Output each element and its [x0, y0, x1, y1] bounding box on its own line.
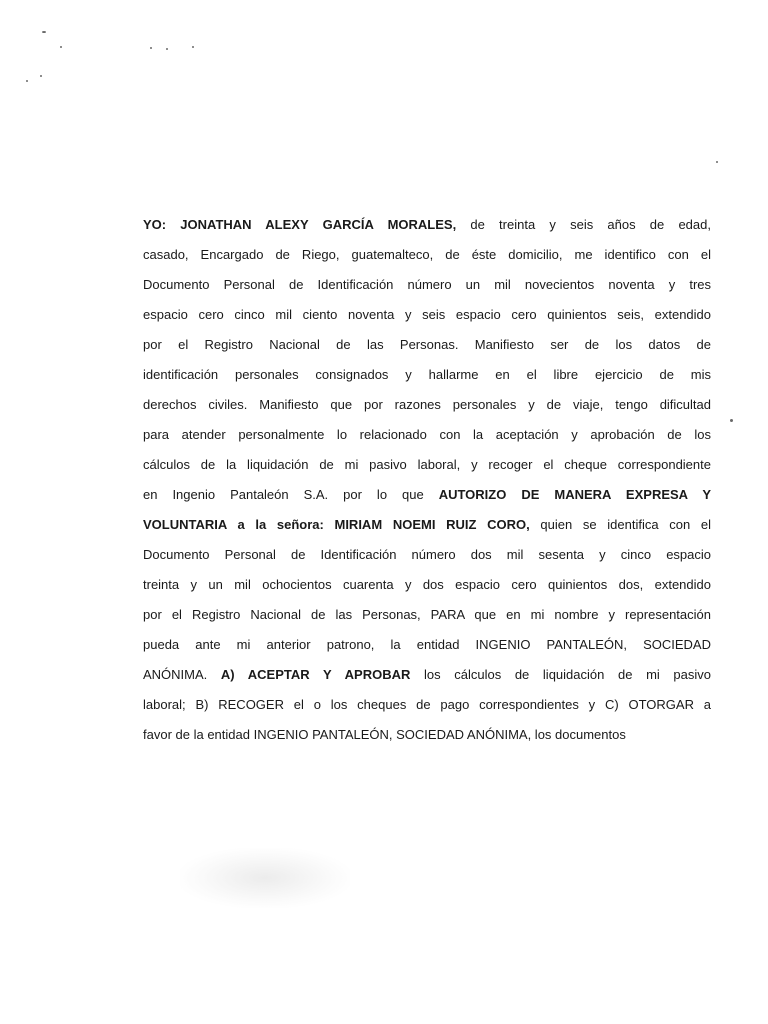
text-segment: los cálculos de liquidación de mi pasivo — [410, 667, 711, 682]
bold-text: VOLUNTARIA a la señora: MIRIAM NOEMI RUIZ CORO, — [143, 517, 530, 532]
text-segment: de treinta y seis años de edad, — [456, 217, 711, 232]
bold-text: AUTORIZO DE MANERA EXPRESA Y — [438, 487, 711, 502]
document-line — [143, 510, 711, 540]
text-segment: favor de la entidad INGENIO PANTALEÓN, SOCIEDAD ANÓNIMA, los documentos — [143, 727, 626, 742]
text-segment: por el Registro Nacional de las Personas, PARA que en mi nombre y representación — [143, 607, 711, 622]
document-line — [143, 480, 711, 510]
text-segment: laboral; B) RECOGER el o los cheques de pago correspondientes y C) OTORGAR a — [143, 697, 711, 712]
bold-text: A) ACEPTAR Y APROBAR — [220, 667, 411, 682]
text-segment: para atender personalmente lo relacionado con la aceptación y aprobación de los — [143, 427, 711, 442]
document-line — [143, 450, 711, 480]
document-body — [143, 210, 711, 750]
scan-speck — [150, 47, 152, 49]
document-line — [143, 300, 711, 330]
text-segment: derechos civiles. Manifiesto que por razones personales y de viaje, tengo dificultad — [143, 397, 711, 412]
scan-speck — [60, 46, 62, 48]
text-segment: por el Registro Nacional de las Personas. Manifiesto ser de los datos de — [143, 337, 711, 352]
scan-speck — [716, 161, 718, 163]
document-line — [143, 240, 711, 270]
scan-speck — [40, 75, 42, 77]
document-line — [143, 270, 711, 300]
scan-speck — [192, 46, 194, 48]
scan-speck — [26, 80, 28, 82]
text-segment: quien se identifica con el — [529, 517, 712, 532]
faded-stamp — [180, 848, 350, 908]
text-segment: espacio cero cinco mil ciento noventa y seis espacio cero quinientos seis, extendido — [143, 307, 711, 322]
document-line — [143, 690, 711, 720]
document-line — [143, 720, 711, 750]
text-segment: identificación personales consignados y hallarme en el libre ejercicio de mis — [143, 367, 711, 382]
document-line — [143, 330, 711, 360]
document-line — [143, 540, 711, 570]
text-segment: en Ingenio Pantaleón S.A. por lo que — [143, 487, 439, 502]
document-line — [143, 210, 711, 240]
text-segment: pueda ante mi anterior patrono, la entidad INGENIO PANTALEÓN, SOCIEDAD — [143, 637, 711, 652]
text-segment: casado, Encargado de Riego, guatemalteco, de éste domicilio, me identifico con el — [143, 247, 711, 262]
document-line — [143, 420, 711, 450]
bold-text: YO: JONATHAN ALEXY GARCÍA MORALES, — [143, 217, 457, 232]
text-segment: ANÓNIMA. — [143, 667, 221, 682]
document-line — [143, 660, 711, 690]
document-line — [143, 630, 711, 660]
scan-speck — [730, 419, 733, 422]
text-segment: treinta y un mil ochocientos cuarenta y dos espacio cero quinientos dos, extendido — [143, 577, 711, 592]
text-segment: Documento Personal de Identificación número un mil novecientos noventa y tres — [143, 277, 711, 292]
scan-speck — [42, 31, 46, 33]
document-line — [143, 570, 711, 600]
document-line — [143, 360, 711, 390]
text-segment: cálculos de la liquidación de mi pasivo laboral, y recoger el cheque correspondiente — [143, 457, 711, 472]
document-line — [143, 390, 711, 420]
text-segment: Documento Personal de Identificación número dos mil sesenta y cinco espacio — [143, 547, 711, 562]
document-line — [143, 600, 711, 630]
scan-speck — [166, 48, 168, 50]
